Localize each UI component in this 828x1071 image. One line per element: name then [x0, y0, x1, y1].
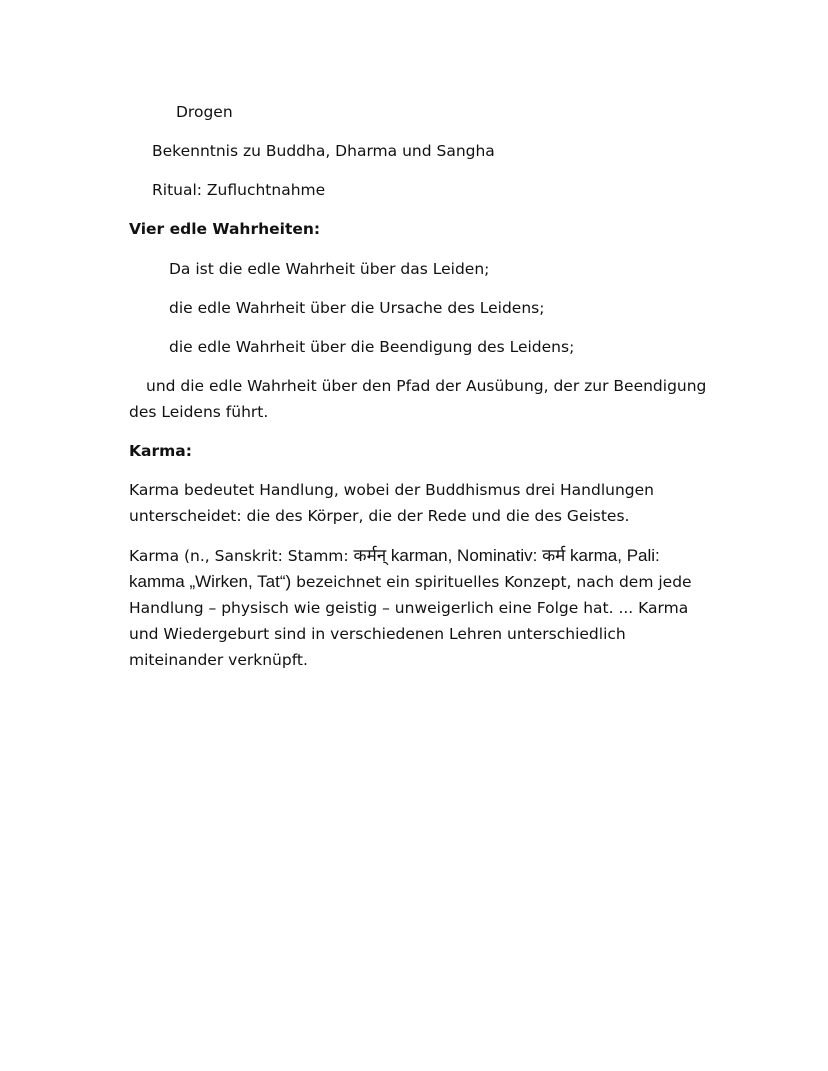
line-bekenntnis: Bekenntnis zu Buddha, Dharma und Sangha [152, 142, 495, 160]
truth-4-line-2: des Leidens führt. [129, 403, 269, 421]
karma-etymology-part-3: bezeichnet ein spirituelles Konzept, nach dem jede Handlung – physisch wie geistig – unweigerlich eine Folge hat. ... Karma und Wiedergeburt sind in verschiedenen Lehren unterschiedlich miteinander verknüpft. [129, 573, 692, 669]
karma-definition: Karma bedeutet Handlung, wobei der Buddhismus drei Handlungen unterscheidet: die des Körper, die der Rede und die des Geistes. [129, 481, 654, 525]
karma-etymology-part-2: कर्मन् karman, Nominativ: कर्म karma, Pali: kamma „Wirken, Tat“) [129, 546, 660, 591]
line-drogen: Drogen [176, 103, 233, 121]
truth-1: Da ist die edle Wahrheit über das Leiden; [169, 260, 490, 278]
heading-four-noble-truths: Vier edle Wahrheiten: [129, 220, 321, 238]
line-ritual: Ritual: Zufluchtnahme [152, 181, 326, 199]
karma-etymology-part-1: Karma (n., Sanskrit: Stamm: [129, 547, 354, 565]
truth-2: die edle Wahrheit über die Ursache des Leidens; [169, 299, 545, 317]
truth-4-line-1: und die edle Wahrheit über den Pfad der Ausübung, der zur Beendigung [146, 377, 707, 395]
truth-3: die edle Wahrheit über die Beendigung des Leidens; [169, 338, 575, 356]
karma-etymology [129, 543, 699, 673]
heading-karma: Karma: [129, 442, 192, 460]
